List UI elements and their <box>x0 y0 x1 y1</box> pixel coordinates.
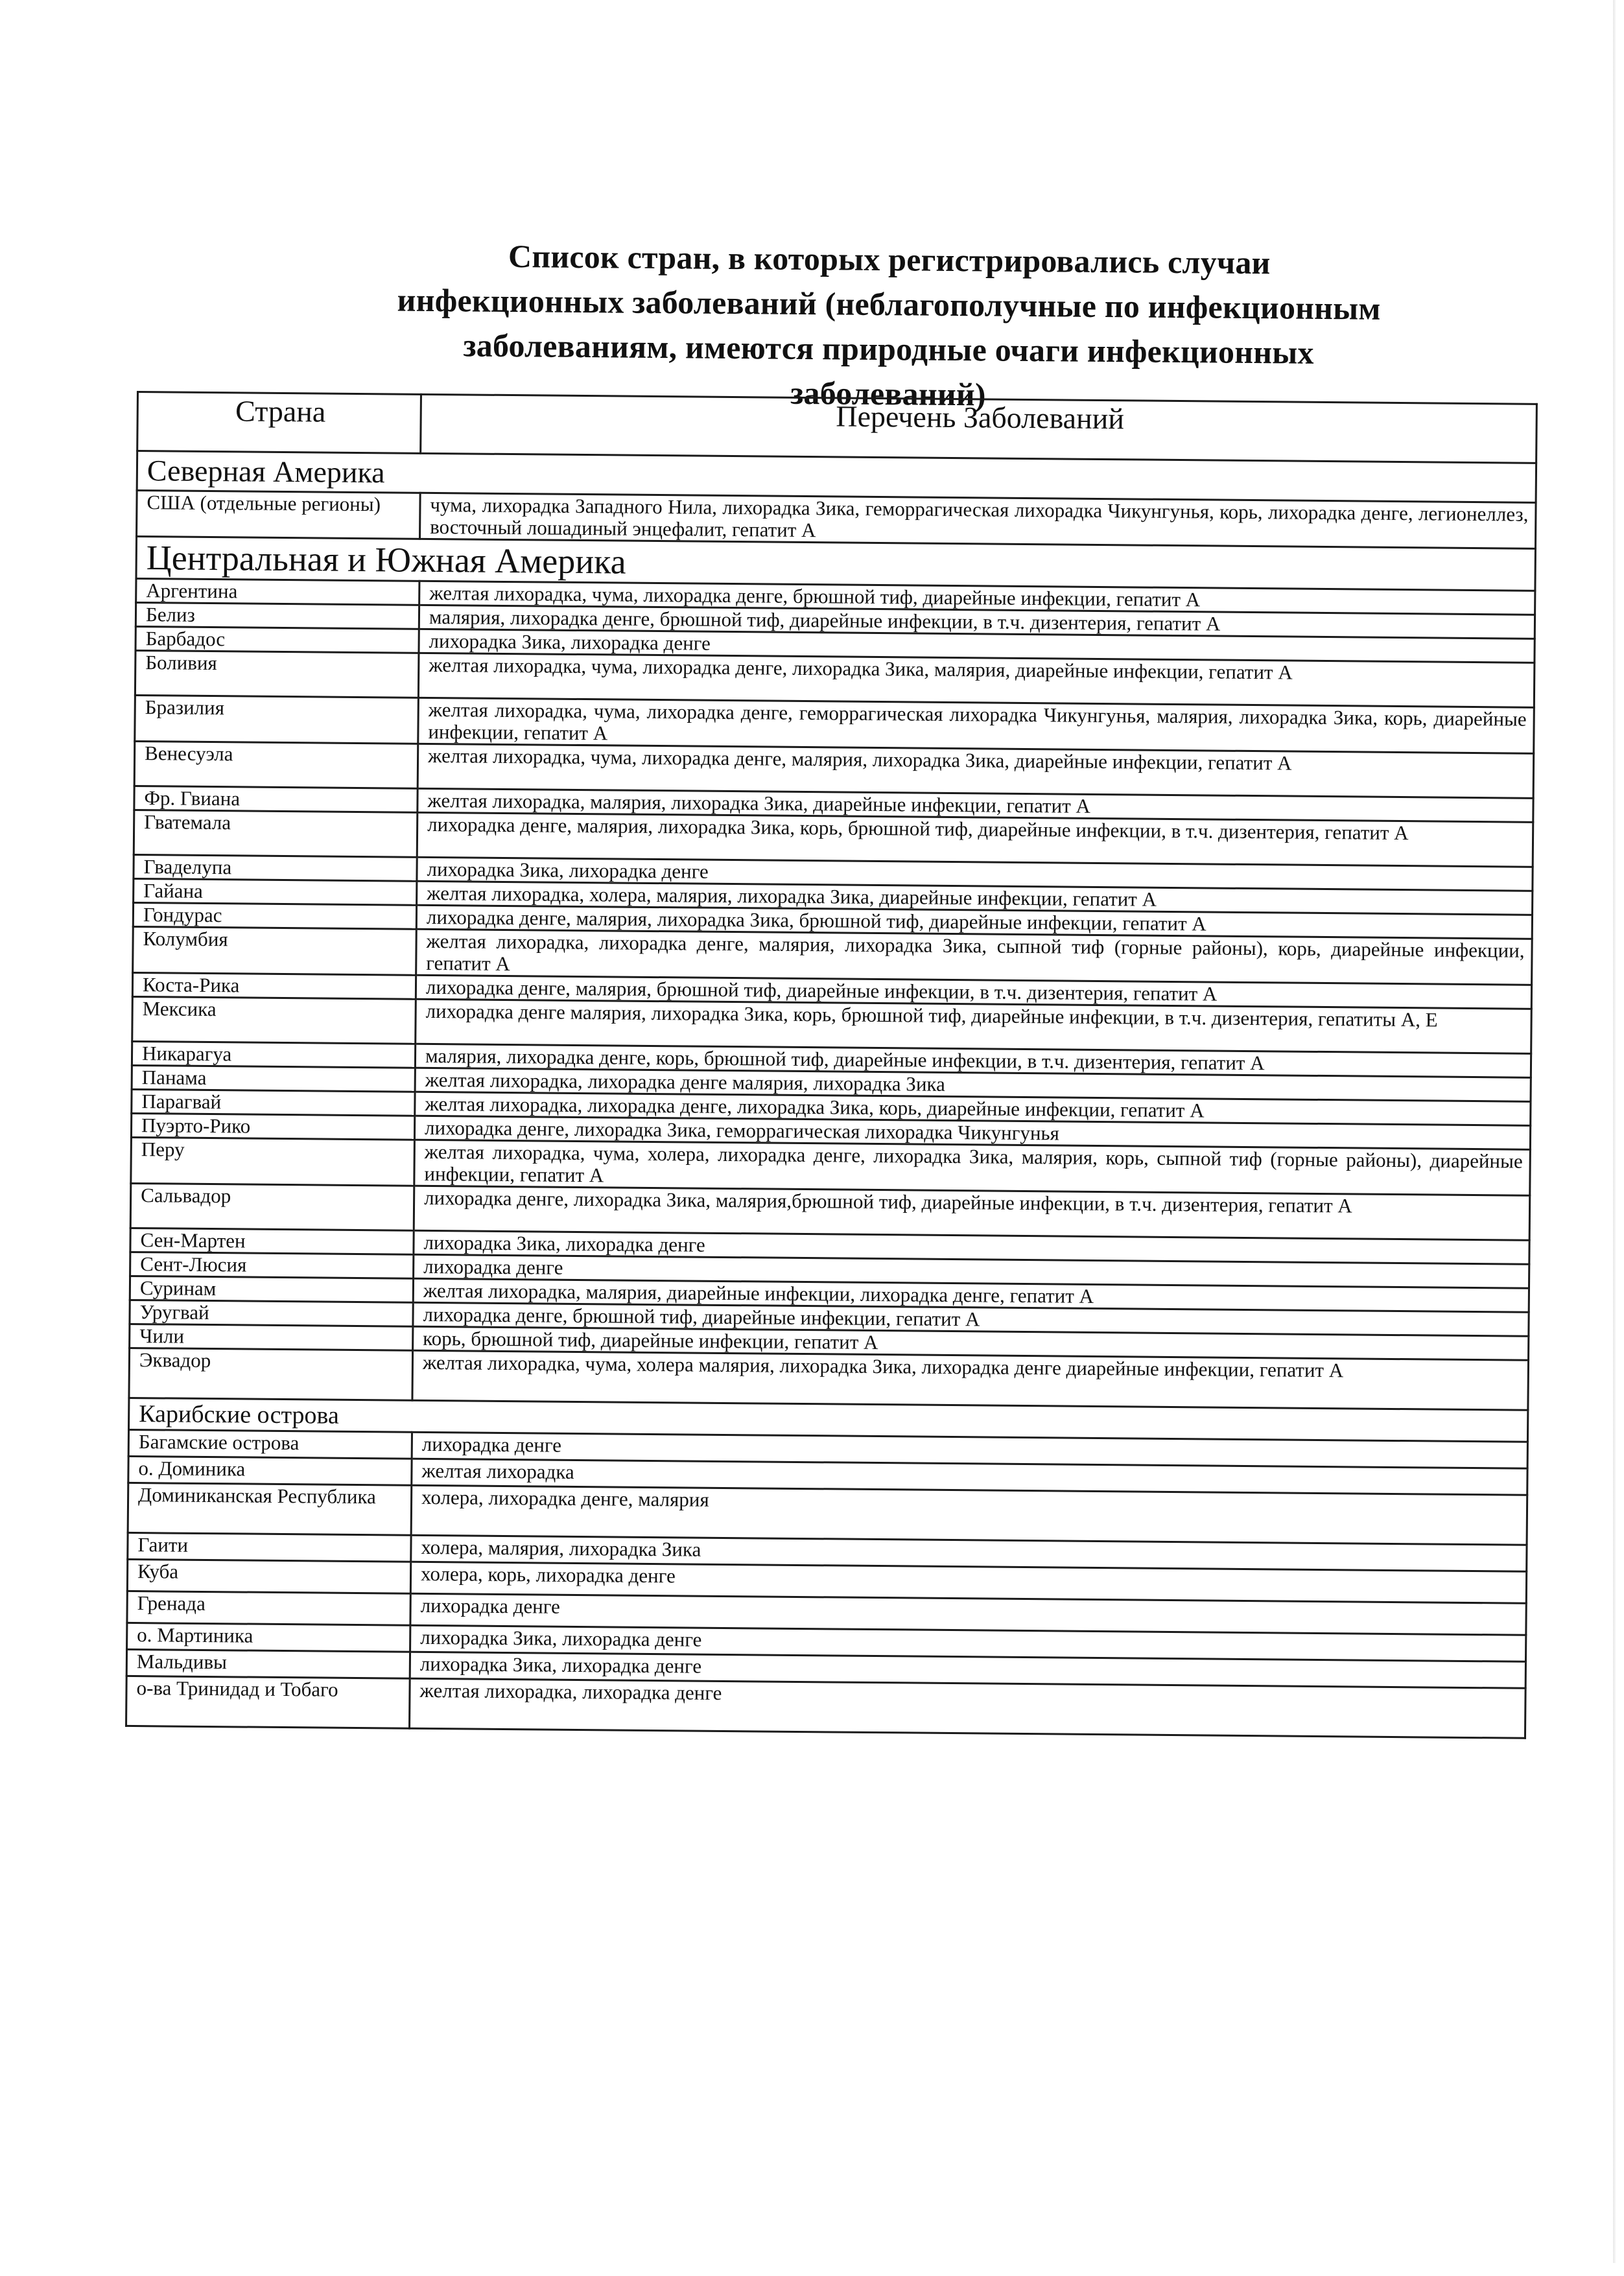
country-cell: Гондурас <box>133 902 416 929</box>
diseases-cell: желтая лихорадка, лихорадка денге, лихорадка Зика, корь, диарейные инфекции, гепатит А <box>415 1092 1531 1125</box>
country-cell: Гватемала <box>134 810 418 857</box>
country-cell: Перу <box>131 1137 415 1186</box>
diseases-cell: желтая лихорадка, чума, лихорадка денге, лихорадка Зика, малярия, диарейные инфекции, гепатит А <box>418 653 1535 707</box>
country-cell: Гайана <box>134 878 417 905</box>
country-cell: Панама <box>132 1065 415 1092</box>
diseases-cell: лихорадка денге <box>412 1432 1527 1468</box>
country-cell: Гваделупа <box>134 854 417 881</box>
country-cell: Эквадор <box>129 1348 413 1400</box>
diseases-cell: лихорадка Зика, лихорадка денге <box>410 1652 1525 1688</box>
title-line: заболеваниям, имеются природные очаги инфекционных <box>463 326 1314 371</box>
column-header-diseases: Перечень Заболеваний <box>421 394 1537 463</box>
country-cell: о-ва Тринидад и Тобаго <box>126 1676 410 1728</box>
diseases-cell: холера, малярия, лихорадка Зика <box>411 1535 1527 1571</box>
diseases-cell: лихорадка Зика, лихорадка денге <box>414 1230 1529 1264</box>
country-cell: Коста-Рика <box>132 972 416 999</box>
country-cell: Уругвай <box>130 1300 413 1326</box>
country-cell: Фр. Гвиана <box>134 786 418 812</box>
countries-diseases-table <box>125 391 1538 1739</box>
country-cell: Никарагуа <box>132 1041 415 1068</box>
country-cell: Чили <box>130 1324 413 1350</box>
column-header-country: Страна <box>137 392 421 454</box>
diseases-cell: малярия, лихорадка денге, брюшной тиф, диарейные инфекции, в т.ч. дизентерия, гепатит А <box>419 605 1535 639</box>
diseases-cell: холера, лихорадка денге, малярия <box>411 1485 1527 1545</box>
diseases-cell: желтая лихорадка, лихорадка денге <box>410 1678 1526 1738</box>
diseases-cell: лихорадка денге, малярия, лихорадка Зика, брюшной тиф, диарейные инфекции, гепатит А <box>416 905 1532 939</box>
diseases-cell: чума, лихорадка Западного Нила, лихорадка Зика, геморрагическая лихорадка Чикунгунья, корь, лихорадка денге, легионеллез, восточный лошадиный энцефалит, гепатит А <box>420 493 1536 548</box>
diseases-cell: желтая лихорадка <box>412 1459 1527 1495</box>
country-cell: Мексика <box>132 996 416 1044</box>
country-cell: Сальвадор <box>130 1183 414 1230</box>
diseases-cell: желтая лихорадка, лихорадка денге, малярия, лихорадка Зика, сыпной тиф (горные районы), корь, диарейные инфекции, гепатит А <box>416 929 1533 985</box>
country-cell: Сент-Люсия <box>130 1252 414 1278</box>
diseases-cell: лихорадка Зика, лихорадка денге <box>419 629 1535 663</box>
diseases-cell: лихорадка Зика, лихорадка денге <box>410 1625 1526 1661</box>
diseases-cell: желтая лихорадка, чума, лихорадка денге, геморрагическая лихорадка Чикунгунья, малярия, лихорадка Зика, корь, диарейные инфекции, гепатит А <box>418 698 1535 753</box>
country-cell: Барбадос <box>135 626 419 653</box>
country-cell: Гаити <box>128 1532 411 1562</box>
diseases-cell: желтая лихорадка, чума, лихорадка денге, малярия, лихорадка Зика, диарейные инфекции, гепатит А <box>418 744 1534 798</box>
country-cell: Бразилия <box>135 695 419 744</box>
diseases-cell: желтая лихорадка, чума, лихорадка денге, брюшной тиф, диарейные инфекции, гепатит А <box>419 581 1535 615</box>
diseases-cell: лихорадка денге малярия, лихорадка Зика, корь, брюшной тиф, диарейные инфекции, в т.ч. дизентерия, гепатиты А, Е <box>416 999 1532 1053</box>
region-caribbean: Карибские острова <box>129 1398 1528 1442</box>
region-central-south-america: Центральная и Южная Америка <box>136 537 1535 591</box>
country-cell: Аргентина <box>136 579 419 605</box>
diseases-cell: желтая лихорадка, малярия, лихорадка Зика, диарейные инфекции, гепатит А <box>418 788 1533 822</box>
country-cell: Боливия <box>135 650 419 698</box>
diseases-cell: желтая лихорадка, малярия, диарейные инфекции, лихорадка денге, гепатит А <box>413 1278 1529 1312</box>
diseases-cell: корь, брюшной тиф, диарейные инфекции, гепатит А <box>413 1326 1529 1360</box>
diseases-cell: желтая лихорадка, чума, холера, лихорадка денге, лихорадка Зика, малярия, корь, сыпной тиф (горные районы), диарейные инфекции, гепатит А <box>414 1140 1531 1195</box>
country-cell: Гренада <box>127 1591 410 1625</box>
country-cell: Сен-Мартен <box>130 1228 414 1254</box>
diseases-cell: лихорадка денге, брюшной тиф, диарейные инфекции, гепатит А <box>413 1302 1529 1336</box>
country-cell: о. Мартиника <box>127 1623 410 1652</box>
country-cell: о. Доминика <box>128 1456 412 1485</box>
diseases-cell: холера, корь, лихорадка денге <box>410 1562 1526 1603</box>
diseases-cell: лихорадка денге, малярия, лихорадка Зика, корь, брюшной тиф, диарейные инфекции, в т.ч. дизентерия, гепатит А <box>417 812 1533 867</box>
country-cell: Суринам <box>130 1276 413 1302</box>
diseases-cell: желтая лихорадка, лихорадка денге малярия, лихорадка Зика <box>415 1068 1531 1101</box>
diseases-cell: лихорадка денге, лихорадка Зика, геморрагическая лихорадка Чикунгунья <box>414 1116 1530 1149</box>
diseases-cell: лихорадка денге <box>410 1593 1526 1635</box>
diseases-cell: лихорадка денге <box>414 1254 1529 1288</box>
diseases-cell: лихорадка денге, малярия, брюшной тиф, диарейные инфекции, в т.ч. дизентерия, гепатит А <box>416 975 1531 1009</box>
country-cell: Венесуэла <box>134 741 418 788</box>
diseases-cell: малярия, лихорадка денге, корь, брюшной тиф, диарейные инфекции, в т.ч. дизентерия, гепатит А <box>415 1044 1531 1077</box>
country-cell: США (отдельные регионы) <box>137 491 421 539</box>
title-line: Список стран, в которых регистрировались случаи <box>508 237 1271 281</box>
diseases-cell: лихорадка денге, лихорадка Зика, малярия,брюшной тиф, диарейные инфекции, в т.ч. дизентерия, гепатит А <box>414 1186 1530 1240</box>
diseases-cell: лихорадка Зика, лихорадка денге <box>417 857 1533 891</box>
page-title <box>272 231 1505 421</box>
region-north-america: Северная Америка <box>137 451 1536 503</box>
country-cell: Мальдивы <box>126 1649 410 1678</box>
country-cell: Пуэрто-Рико <box>131 1113 414 1140</box>
diseases-cell: желтая лихорадка, холера, малярия, лихорадка Зика, диарейные инфекции, гепатит А <box>417 881 1533 915</box>
country-cell: Белиз <box>135 603 419 629</box>
country-cell: Куба <box>127 1559 410 1593</box>
country-cell: Колумбия <box>133 926 417 975</box>
title-line: инфекционных заболеваний (неблагополучные по инфекционным <box>397 281 1381 327</box>
country-cell: Багамские острова <box>128 1429 412 1459</box>
diseases-cell: желтая лихорадка, чума, холера малярия, лихорадка Зика, лихорадка денге диарейные инфекции, гепатит А <box>412 1350 1529 1410</box>
title-line: заболеваний) <box>790 374 987 412</box>
country-cell: Доминиканская Республика <box>128 1483 412 1535</box>
country-cell: Парагвай <box>132 1089 415 1116</box>
